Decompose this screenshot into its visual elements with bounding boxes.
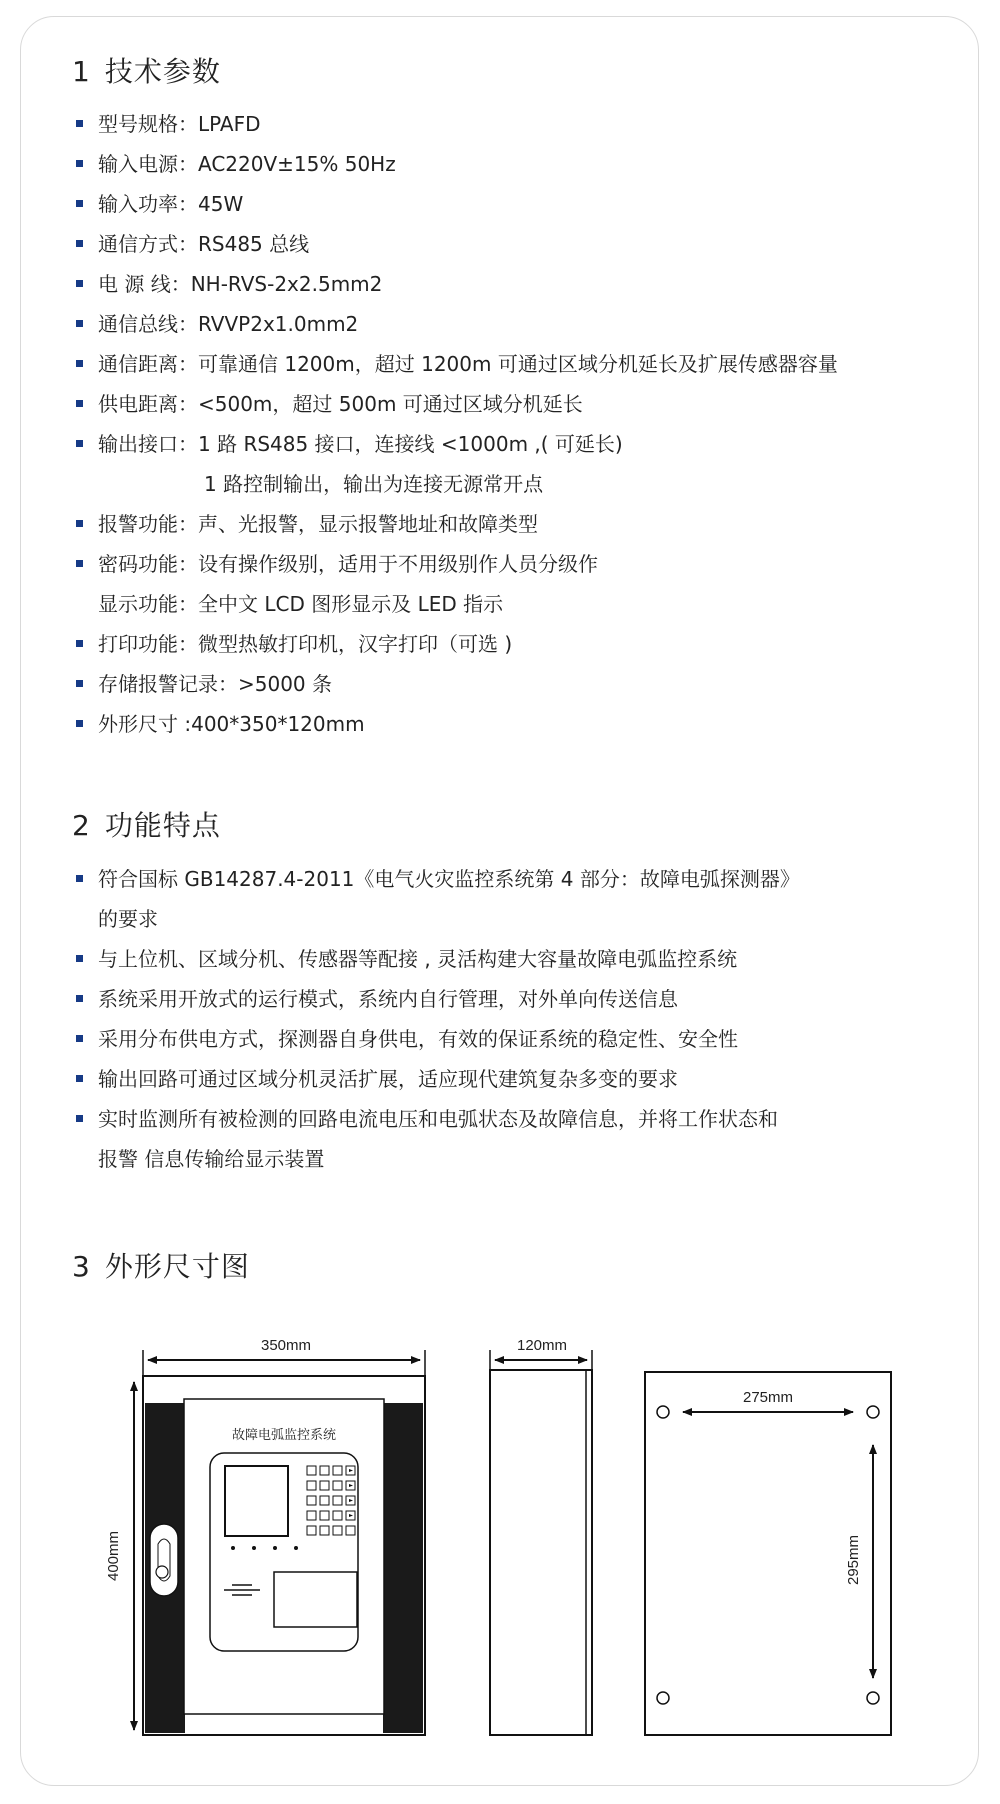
lock-keyhole (156, 1566, 168, 1578)
list-item-text: 符合国标 GB14287.4-2011《电气火灾监控系统第 4 部分：故障电弧探测器》 (98, 867, 800, 891)
printer-slot (274, 1572, 357, 1627)
list-item (76, 424, 838, 464)
square-bullet-icon (76, 1035, 83, 1042)
list-item (76, 704, 838, 744)
list-item (76, 304, 838, 344)
list-item-text: 供电距离：<500m，超过 500m 可通过区域分机延长 (98, 392, 583, 416)
list-item (76, 1059, 800, 1099)
back-view (645, 1372, 891, 1735)
front-view (105, 1337, 425, 1735)
dimension-drawing (0, 1320, 1000, 1760)
square-bullet-icon (76, 120, 83, 127)
panel-title: 故障电弧监控系统 (231, 1428, 337, 1443)
front-height-label: 400mm (105, 1530, 122, 1582)
list-item (76, 104, 838, 144)
square-bullet-icon (76, 240, 83, 247)
list-item (76, 664, 838, 704)
list-item (76, 1139, 800, 1179)
list-item-text: 打印功能：微型热敏打印机，汉字打印（可选 ) (98, 632, 513, 656)
list-item-text: 采用分布供电方式，探测器自身供电，有效的保证系统的稳定性、安全性 (98, 1027, 738, 1051)
square-bullet-icon (76, 875, 83, 882)
list-item (76, 184, 838, 224)
front-width-label: 350mm (260, 1337, 312, 1354)
list-item-text: 电 源 线：NH-RVS-2x2.5mm2 (98, 272, 383, 296)
door-handle (150, 1524, 178, 1596)
side-view (490, 1337, 592, 1735)
front-right-bar (383, 1403, 423, 1733)
list-item (76, 344, 838, 384)
list-item (76, 144, 838, 184)
list-item-text: 密码功能：设有操作级别，适用于不用级别作人员分级作 (98, 552, 598, 576)
section-number: 2 (72, 809, 91, 842)
list-item-text: 输入电源：AC220V±15% 50Hz (98, 152, 396, 176)
list-item (76, 859, 800, 899)
list-item-text: 显示功能：全中文 LCD 图形显示及 LED 指示 (98, 592, 504, 616)
section-number: 3 (72, 1250, 91, 1283)
square-bullet-icon (76, 520, 83, 527)
square-bullet-icon (76, 400, 83, 407)
list-item-text: 报警功能：声、光报警，显示报警地址和故障类型 (98, 512, 538, 536)
spec-list (76, 104, 838, 744)
list-item-text: 1 路控制输出，输出为连接无源常开点 (204, 472, 544, 496)
section-title-text: 功能特点 (104, 809, 221, 842)
square-bullet-icon (76, 440, 83, 447)
list-item (76, 899, 800, 939)
side-width-label: 120mm (516, 1337, 568, 1354)
square-bullet-icon (76, 1075, 83, 1082)
list-item-text: 通信总线：RVVP2x1.0mm2 (98, 312, 359, 336)
list-item (76, 224, 838, 264)
list-item-text: 外形尺寸 :400*350*120mm (98, 712, 365, 736)
list-item-text: 存储报警记录：>5000 条 (98, 672, 333, 696)
section-number: 1 (72, 55, 91, 88)
back-height-label: 295mm (845, 1534, 862, 1586)
mounting-hole (867, 1406, 879, 1418)
list-item (76, 264, 838, 304)
list-item (76, 1099, 800, 1139)
list-item (76, 464, 838, 504)
list-item (76, 584, 838, 624)
side-body (490, 1370, 592, 1735)
list-item-text: 型号规格：LPAFD (98, 112, 261, 136)
list-item (76, 504, 838, 544)
list-item-text: 实时监测所有被检测的回路电流电压和电弧状态及故障信息，并将工作状态和 (98, 1107, 778, 1131)
feature-list (76, 859, 800, 1179)
list-item-text: 输出回路可通过区域分机灵活扩展，适应现代建筑复杂多变的要求 (98, 1067, 678, 1091)
lcd-screen (225, 1466, 288, 1536)
list-item-text: 与上位机、区域分机、传感器等配接 , 灵活构建大容量故障电弧监控系统 (98, 947, 738, 971)
list-item-text: 输出接口：1 路 RS485 接口，连接线 <1000m ,( 可延长) (98, 432, 623, 456)
square-bullet-icon (76, 280, 83, 287)
square-bullet-icon (76, 320, 83, 327)
list-item-text: 通信距离：可靠通信 1200m，超过 1200m 可通过区域分机延长及扩展传感器容量 (98, 352, 838, 376)
list-item-text: 通信方式：RS485 总线 (98, 232, 310, 256)
mounting-hole (867, 1692, 879, 1704)
section-title-specs (72, 50, 221, 90)
square-bullet-icon (76, 200, 83, 207)
list-item-text: 的要求 (98, 907, 158, 931)
mounting-hole (657, 1406, 669, 1418)
square-bullet-icon (76, 955, 83, 962)
square-bullet-icon (76, 640, 83, 647)
list-item-text: 输入功率：45W (98, 192, 244, 216)
list-item-text: 系统采用开放式的运行模式，系统内自行管理，对外单向传送信息 (98, 987, 678, 1011)
section-title-text: 技术参数 (104, 55, 221, 88)
list-item (76, 544, 838, 584)
square-bullet-icon (76, 995, 83, 1002)
square-bullet-icon (76, 680, 83, 687)
square-bullet-icon (76, 160, 83, 167)
section-title-text: 外形尺寸图 (104, 1250, 250, 1283)
list-item (76, 1019, 800, 1059)
list-item (76, 939, 800, 979)
square-bullet-icon (76, 720, 83, 727)
square-bullet-icon (76, 560, 83, 567)
square-bullet-icon (76, 1115, 83, 1122)
mounting-hole (657, 1692, 669, 1704)
list-item-text: 报警 信息传输给显示装置 (98, 1147, 325, 1171)
back-width-label: 275mm (742, 1389, 794, 1406)
list-item (76, 979, 800, 1019)
list-item (76, 384, 838, 424)
list-item (76, 624, 838, 664)
section-title-features (72, 804, 221, 844)
section-title-dimensions (72, 1245, 250, 1285)
square-bullet-icon (76, 360, 83, 367)
